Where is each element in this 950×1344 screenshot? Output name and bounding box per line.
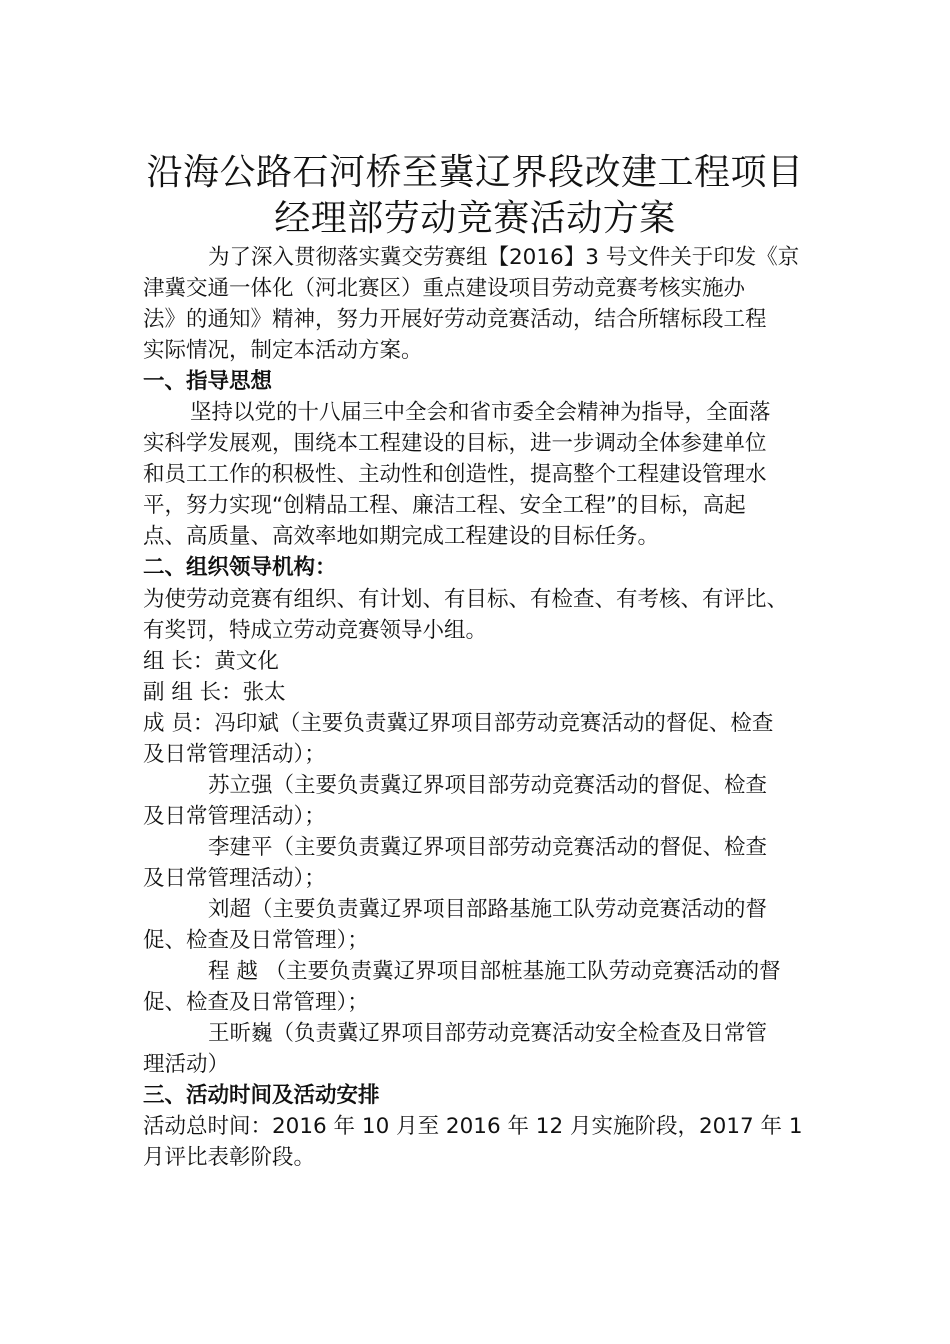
- section-1-heading: 一、指导思想: [143, 369, 273, 394]
- section-2-heading: 二、组织领导机构：: [143, 555, 337, 580]
- section-1-line: 实科学发展观，围绕本工程建设的目标，进一步调动全体参建单位: [143, 431, 767, 456]
- member-line: 刘超（主要负责冀辽界项目部路基施工队劳动竞赛活动的督: [208, 897, 768, 922]
- section-2-line: 为使劳动竞赛有组织、有计划、有目标、有检查、有考核、有评比、: [143, 587, 789, 612]
- member-line: 及日常管理活动）；: [143, 742, 326, 767]
- member-line: 王昕巍（负责冀辽界项目部劳动竞赛活动安全检查及日常管: [208, 1021, 768, 1046]
- section-1-line: 坚持以党的十八届三中全会和省市委全会精神为指导，全面落: [190, 400, 771, 425]
- intro-line: 为了深入贯彻落实冀交劳赛组【2016】3 号文件关于印发《京: [208, 245, 800, 270]
- section-3-heading: 三、活动时间及活动安排: [143, 1083, 380, 1108]
- member-line: 促、检查及日常管理）；: [143, 928, 369, 953]
- member-line: 及日常管理活动）；: [143, 866, 326, 891]
- section-3-line: 月评比表彰阶段。: [143, 1145, 316, 1170]
- deputy-group-leader: 副 组 长：张太: [143, 680, 286, 705]
- section-1-line: 平，努力实现“创精品工程、廉洁工程、安全工程”的目标，高起: [143, 493, 746, 518]
- member-line: 苏立强（主要负责冀辽界项目部劳动竞赛活动的督促、检查: [208, 773, 768, 798]
- section-1-line: 点、高质量、高效率地如期完成工程建设的目标任务。: [143, 524, 660, 549]
- intro-line: 法》的通知》精神，努力开展好劳动竞赛活动，结合所辖标段工程: [143, 307, 767, 332]
- member-line: 李建平（主要负责冀辽界项目部劳动竞赛活动的督促、检查: [208, 835, 768, 860]
- section-1-line: 和员工工作的积极性、主动性和创造性，提高整个工程建设管理水: [143, 462, 767, 487]
- member-line: 促、检查及日常管理）；: [143, 990, 369, 1015]
- member-line: 程 越 （主要负责冀辽界项目部桩基施工队劳动竞赛活动的督: [208, 959, 781, 984]
- group-leader: 组 长：黄文化: [143, 649, 279, 674]
- member-line: 理活动）: [143, 1052, 230, 1077]
- member-line: 及日常管理活动）；: [143, 804, 326, 829]
- member-line: 成 员：冯印斌（主要负责冀辽界项目部劳动竞赛活动的督促、检查: [143, 711, 774, 736]
- intro-line: 实际情况，制定本活动方案。: [143, 338, 423, 363]
- document-title-line-1: 沿海公路石河桥至冀辽界段改建工程项目: [146, 152, 804, 193]
- section-3-line: 活动总时间：2016 年 10 月至 2016 年 12 月实施阶段，2017 年 1: [143, 1114, 803, 1139]
- intro-line: 津冀交通一体化（河北赛区）重点建设项目劳动竞赛考核实施办: [143, 276, 746, 301]
- section-2-line: 有奖罚，特成立劳动竞赛领导小组。: [143, 618, 488, 643]
- document-title-line-2: 经理部劳动竞赛活动方案: [274, 198, 676, 239]
